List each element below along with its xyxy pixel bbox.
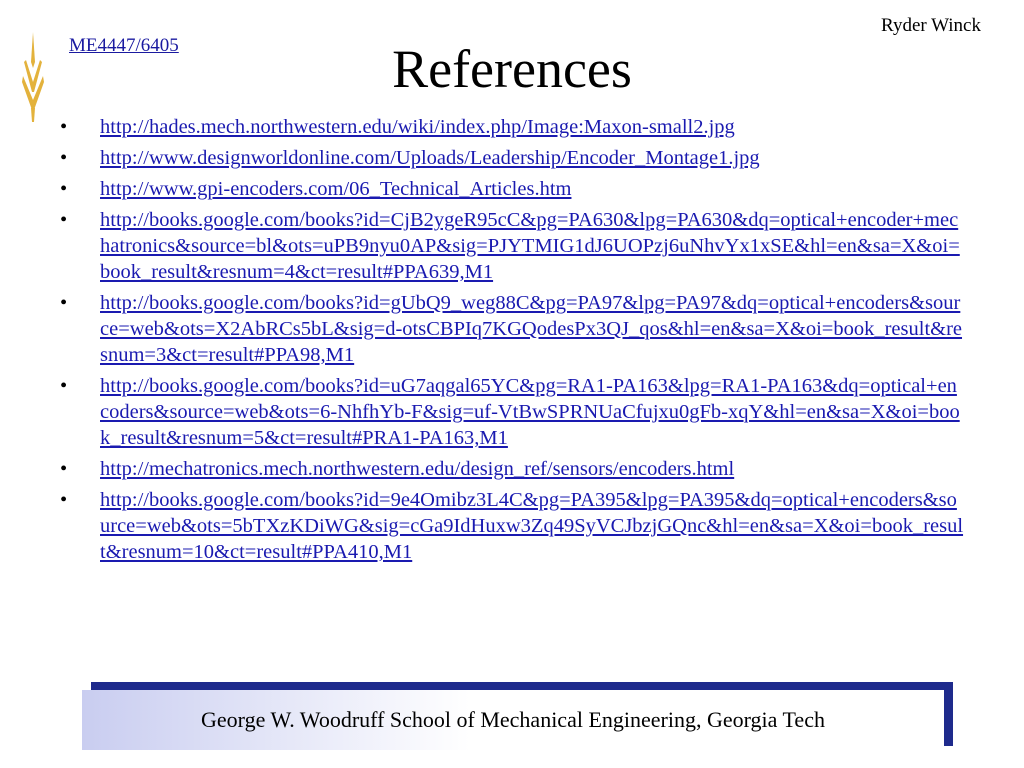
reference-link[interactable]: http://hades.mech.northwestern.edu/wiki/index.php/Image:Maxon-small2.jpg [100, 116, 735, 138]
reference-link[interactable]: http://books.google.com/books?id=CjB2ygeR95cC&pg=PA630&lpg=PA630&dq=optical+encoder+mechatronics&source=bl&ots=uPB9nyu0AP&sig=PJYTMIG1dJ6UOPzj6uNhvYx1xSE&hl=en&sa=X&oi=book_result&resnum=4&ct=result#PPA639,M1 [100, 209, 960, 283]
reference-link[interactable]: http://www.gpi-encoders.com/06_Technical_Articles.htm [100, 178, 572, 200]
reference-item [60, 456, 965, 482]
bullet-icon: • [60, 178, 68, 200]
reference-link[interactable]: http://mechatronics.mech.northwestern.edu/design_ref/sensors/encoders.html [100, 458, 735, 480]
reference-link[interactable]: http://www.designworldonline.com/Uploads/Leadership/Encoder_Montage1.jpg [100, 147, 760, 169]
bullet-icon: • [60, 209, 68, 231]
reference-link[interactable]: http://books.google.com/books?id=gUbQ9_weg88C&pg=PA97&lpg=PA97&dq=optical+encoders&source=web&ots=X2AbRCs5bL&sig=d-otsCBPIq7KGQodesPx3QJ_qos&hl=en&sa=X&oi=book_result&resnum=3&ct=result#PPA98,M1 [100, 292, 963, 366]
reference-item [60, 176, 965, 202]
slide-title: References [392, 39, 632, 99]
bullet-icon: • [60, 375, 68, 397]
reference-link[interactable]: http://books.google.com/books?id=9e4Omibz3L4C&pg=PA395&lpg=PA395&dq=optical+encoders&source=web&ots=5bTXzKDiWG&sig=cGa9IdHuxw3Zq49SyVCJbzjGQnc&hl=en&sa=X&oi=book_result&resnum=10&ct=result#PPA410,M1 [100, 489, 964, 563]
reference-link[interactable]: http://books.google.com/books?id=uG7aqgal65YC&pg=RA1-PA163&lpg=RA1-PA163&dq=optical+encoders&source=web&ots=6-NhfhYb-F&sig=uf-VtBwSPRNUaCfujxu0gFb-xqY&hl=en&sa=X&oi=book_result&resnum=5&ct=result#PRA1-PA163,M1 [100, 375, 960, 449]
references-list [60, 114, 965, 570]
reference-item [60, 290, 965, 368]
reference-item [60, 114, 965, 140]
bullet-icon: • [60, 116, 68, 138]
reference-item [60, 207, 965, 285]
bullet-icon: • [60, 458, 68, 480]
bullet-icon: • [60, 292, 68, 314]
bullet-icon: • [60, 489, 68, 511]
reference-item [60, 373, 965, 451]
reference-item [60, 487, 965, 565]
bullet-icon: • [60, 147, 68, 169]
reference-item [60, 145, 965, 171]
footer-text: George W. Woodruff School of Mechanical Engineering, Georgia Tech [201, 707, 825, 732]
course-code-link[interactable]: ME4447/6405 [69, 35, 179, 56]
footer-banner [82, 690, 944, 750]
author-name: Ryder Winck [881, 15, 981, 36]
